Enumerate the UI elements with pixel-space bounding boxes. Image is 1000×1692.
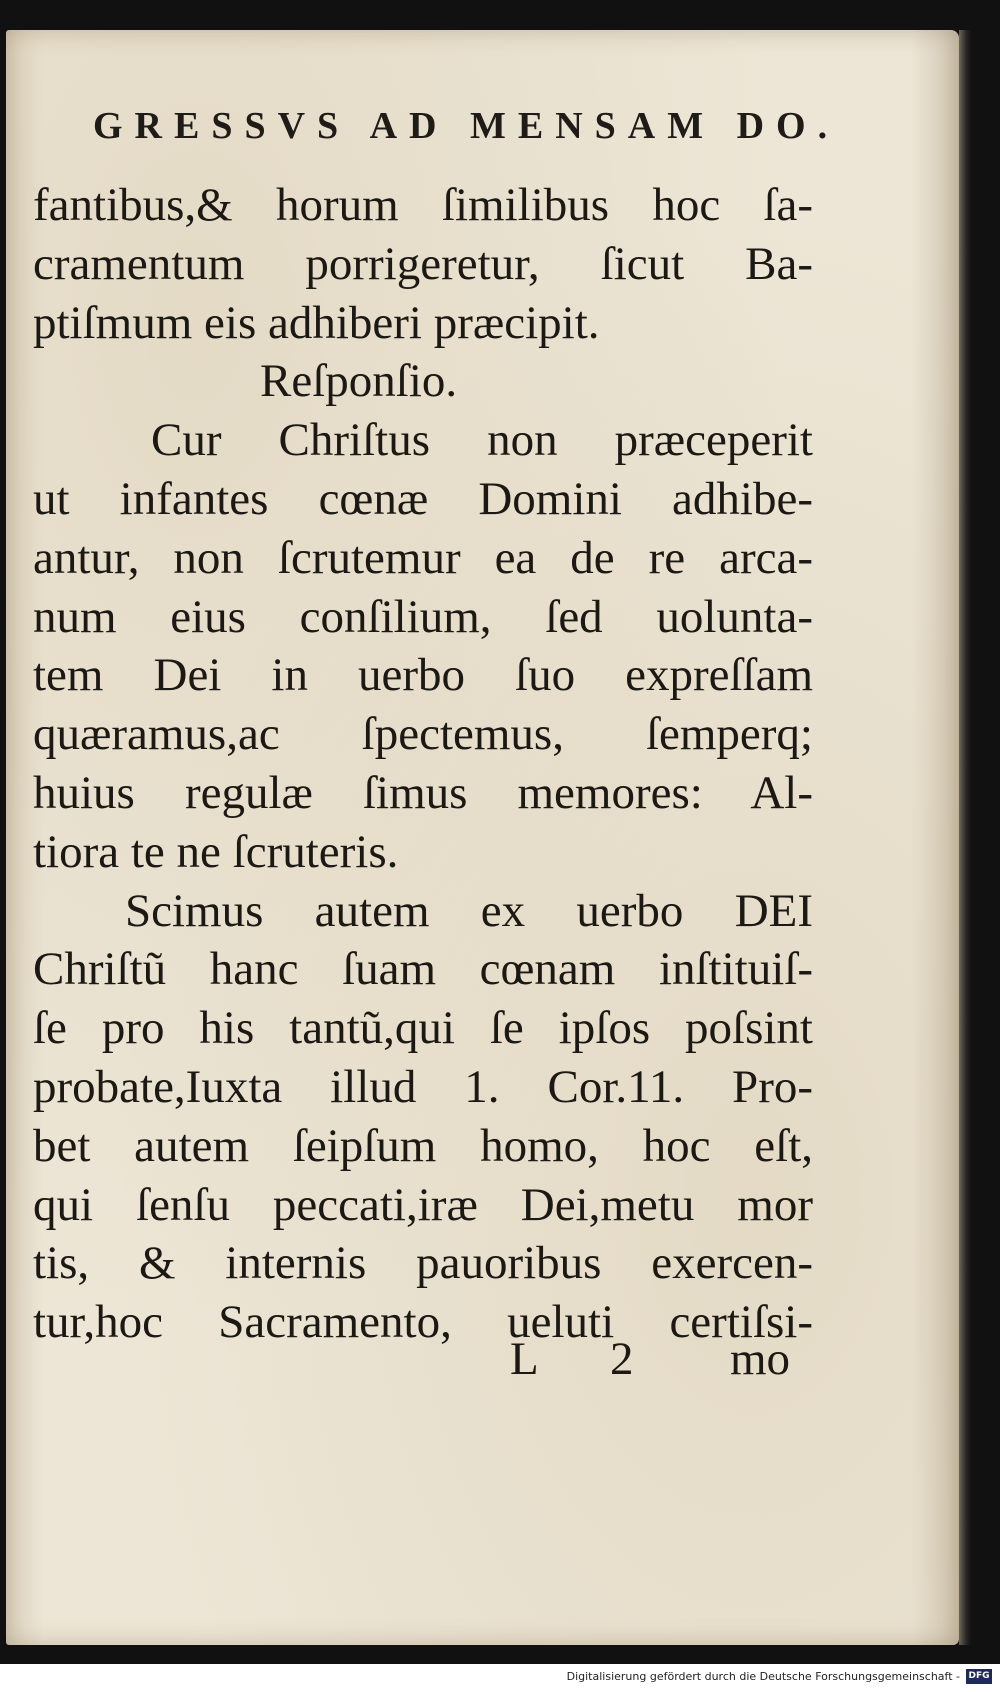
- text-line: quæramus,ac ſpectemus, ſemperq;: [33, 708, 813, 761]
- text-line: Scimus autem ex uerbo DEI: [125, 884, 813, 937]
- body-text: [33, 176, 813, 1352]
- text-line: num eius conſilium, ſed uolunta-: [33, 590, 813, 643]
- text-line: tem Dei in uerbo ſuo expreſſam: [33, 649, 813, 702]
- running-head: GRESSVS AD MENSAM DO.: [93, 105, 840, 147]
- footer-bar: [0, 1664, 1000, 1692]
- text-line: qui ſenſu peccati,iræ Dei,metu mor: [33, 1178, 813, 1231]
- text-line: Cur Chriſtus non præceperit: [151, 414, 813, 467]
- text-line: ptiſmum eis adhiberi præcipit.: [33, 296, 600, 349]
- signature-letter: L: [510, 1333, 539, 1385]
- dfg-logo-icon: DFG: [966, 1669, 992, 1684]
- text-line: probate,Iuxta illud 1. Cor.11. Pro-: [33, 1060, 813, 1113]
- signature-row: [500, 1332, 820, 1392]
- page-edge-shadow: [959, 30, 971, 1645]
- text-line: antur, non ſcrutemur ea de re arca-: [33, 531, 813, 584]
- catchword: mo: [730, 1333, 791, 1385]
- text-line: bet autem ſeipſum homo, hoc eſt,: [33, 1119, 813, 1172]
- text-line: huius regulæ ſimus memores: Al-: [33, 766, 813, 819]
- text-line: ut infantes cœnæ Domini adhibe-: [33, 472, 813, 525]
- text-line: Chriſtũ hanc ſuam cœnam inſtituiſ-: [33, 943, 813, 996]
- section-heading: Reſponſio.: [260, 355, 458, 408]
- text-line: tiora te ne ſcruteris.: [33, 825, 399, 878]
- text-line: cramentum porrigeretur, ſicut Ba-: [33, 237, 813, 290]
- footer-credit: Digitalisierung gefördert durch die Deutsche Forschungsgemeinschaft -: [566, 1670, 960, 1683]
- signature-number: 2: [610, 1333, 634, 1385]
- text-line: fantibus,& horum ſimilibus hoc ſa-: [33, 179, 813, 231]
- text-line: ſe pro his tantũ,qui ſe ipſos poſsint: [33, 1002, 813, 1055]
- text-line: tur,hoc Sacramento, ueluti certiſsi-: [33, 1296, 813, 1349]
- text-line: tis, & internis pauoribus exercen-: [33, 1237, 813, 1290]
